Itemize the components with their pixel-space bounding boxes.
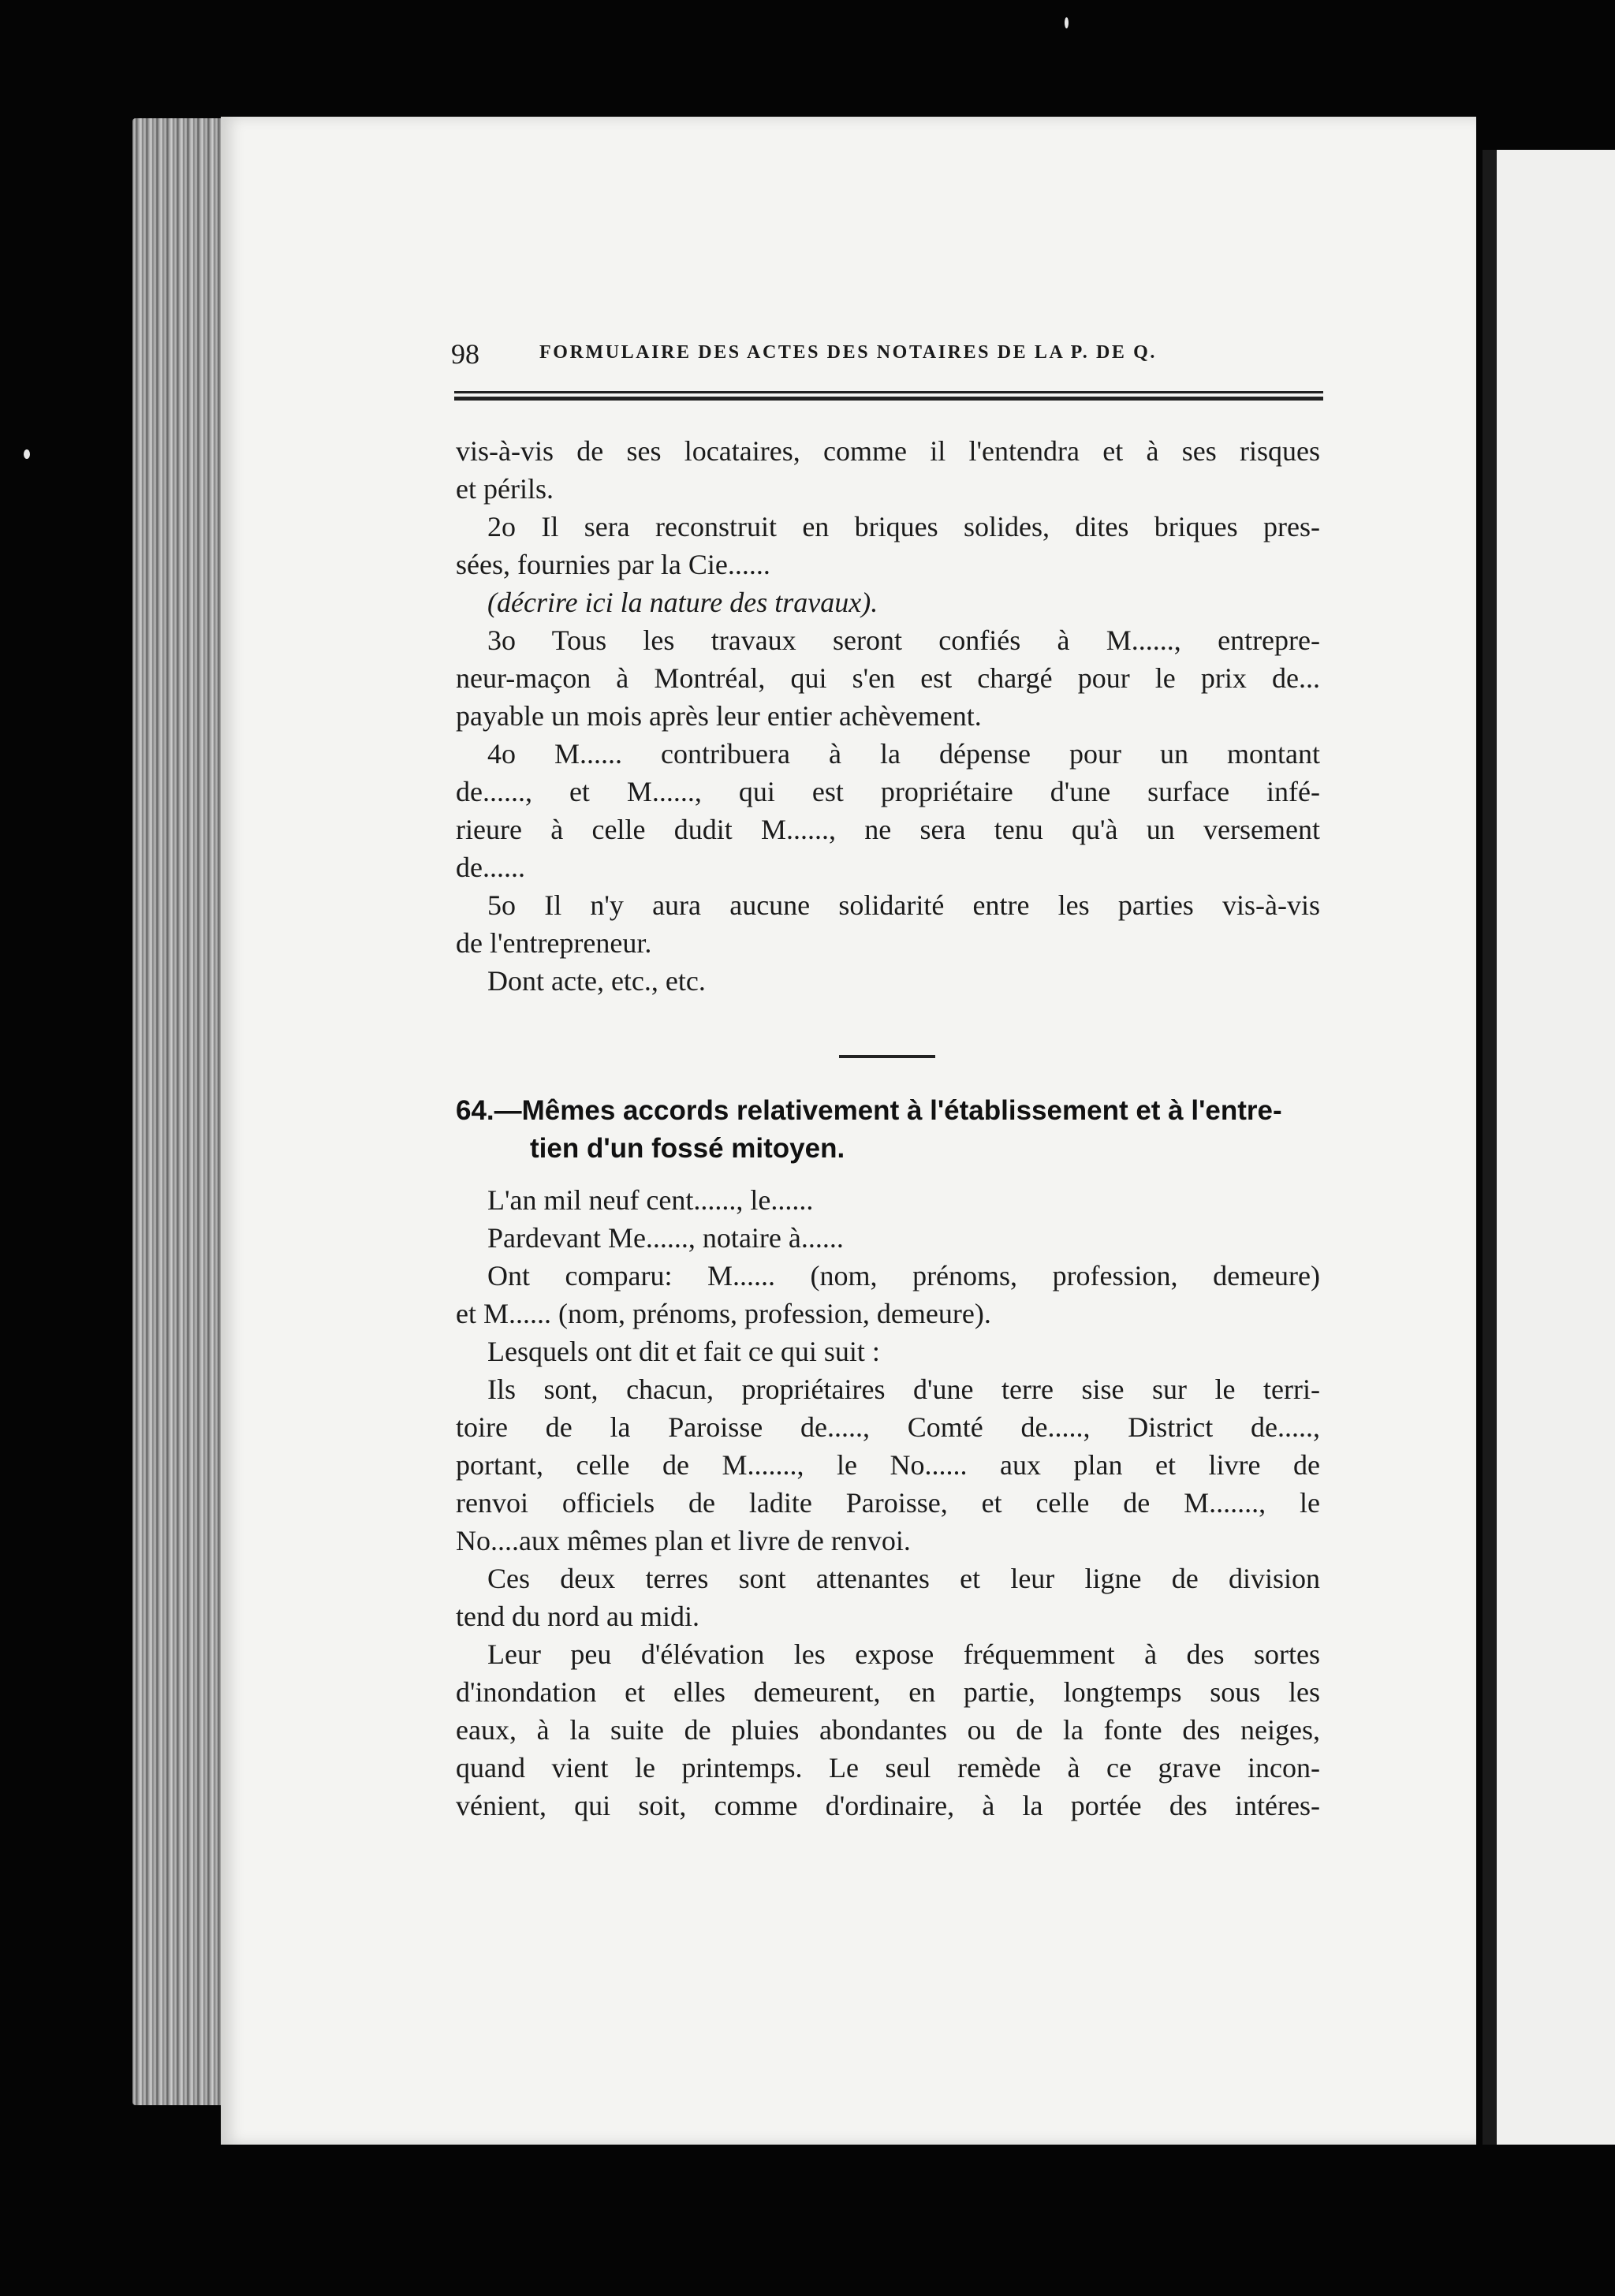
scan-speck: [24, 449, 30, 459]
text-line: 4o M...... contribuera à la dépense pour un montant: [487, 738, 1320, 770]
section-heading-line: tien d'un fossé mitoyen.: [530, 1133, 845, 1164]
page-number: 98: [451, 338, 479, 370]
text-line: rieure à celle dudit M......, ne sera tenu qu'à un versement: [456, 814, 1320, 845]
text-line: et M...... (nom, prénoms, profession, demeure).: [456, 1298, 991, 1329]
text-line: Ont comparu: M...... (nom, prénoms, profession, demeure): [487, 1260, 1320, 1292]
section-heading-line: 64.—Mêmes accords relativement à l'établissement et à l'entre-: [456, 1095, 1282, 1126]
text-line: tend du nord au midi.: [456, 1601, 699, 1632]
text-line: sées, fournies par la Cie......: [456, 549, 770, 580]
header-double-rule: [454, 391, 1323, 401]
text-line: No....aux mêmes plan et livre de renvoi.: [456, 1525, 911, 1556]
text-line: (décrire ici la nature des travaux).: [487, 587, 878, 618]
section-divider: [839, 1055, 935, 1058]
text-line: de......, et M......, qui est propriétaire d'une surface infé-: [456, 776, 1320, 807]
text-line: de......: [456, 852, 525, 883]
text-line: Dont acte, etc., etc.: [487, 965, 706, 997]
text-line: et périls.: [456, 473, 554, 505]
text-line: 5o Il n'y aura aucune solidarité entre les parties vis-à-vis: [487, 889, 1320, 921]
text-line: vénient, qui soit, comme d'ordinaire, à la portée des intéres-: [456, 1790, 1320, 1821]
text-line: Ils sont, chacun, propriétaires d'une terre sise sur le terri-: [487, 1374, 1320, 1405]
text-line: payable un mois après leur entier achèvement.: [456, 700, 982, 732]
lower-text-block: [456, 1181, 1320, 1824]
text-line: 3o Tous les travaux seront confiés à M......, entrepre-: [487, 624, 1320, 656]
text-line: de l'entrepreneur.: [456, 927, 652, 959]
running-title: FORMULAIRE DES ACTES DES NOTAIRES DE LA P. DE Q.: [539, 342, 1157, 363]
text-line: neur-maçon à Montréal, qui s'en est chargé pour le prix de...: [456, 662, 1320, 694]
text-line: eaux, à la suite de pluies abondantes ou de la fonte des neiges,: [456, 1714, 1320, 1746]
text-line: Ces deux terres sont attenantes et leur ligne de division: [487, 1563, 1320, 1594]
text-line: vis-à-vis de ses locataires, comme il l'entendra et à ses risques: [456, 435, 1320, 467]
scan-speck: [1065, 17, 1069, 28]
text-line: portant, celle de M......., le No...... aux plan et livre de: [456, 1449, 1320, 1481]
upper-text-block: [456, 432, 1320, 1000]
text-line: quand vient le printemps. Le seul remède à ce grave incon-: [456, 1752, 1320, 1784]
section-heading: [456, 1092, 1320, 1168]
text-line: 2o Il sera reconstruit en briques solides, dites briques pres-: [487, 511, 1320, 542]
text-line: Leur peu d'élévation les expose fréquemment à des sortes: [487, 1638, 1320, 1670]
facing-page-edge: [1483, 150, 1615, 2145]
text-line: Pardevant Me......, notaire à......: [487, 1222, 844, 1254]
text-line: Lesquels ont dit et fait ce qui suit :: [487, 1336, 880, 1367]
text-line: L'an mil neuf cent......, le......: [487, 1184, 814, 1216]
text-line: renvoi officiels de ladite Paroisse, et celle de M......., le: [456, 1487, 1320, 1519]
text-line: d'inondation et elles demeurent, en partie, longtemps sous les: [456, 1676, 1320, 1708]
text-line: toire de la Paroisse de....., Comté de....., District de.....,: [456, 1411, 1320, 1443]
running-head: [451, 337, 1318, 369]
